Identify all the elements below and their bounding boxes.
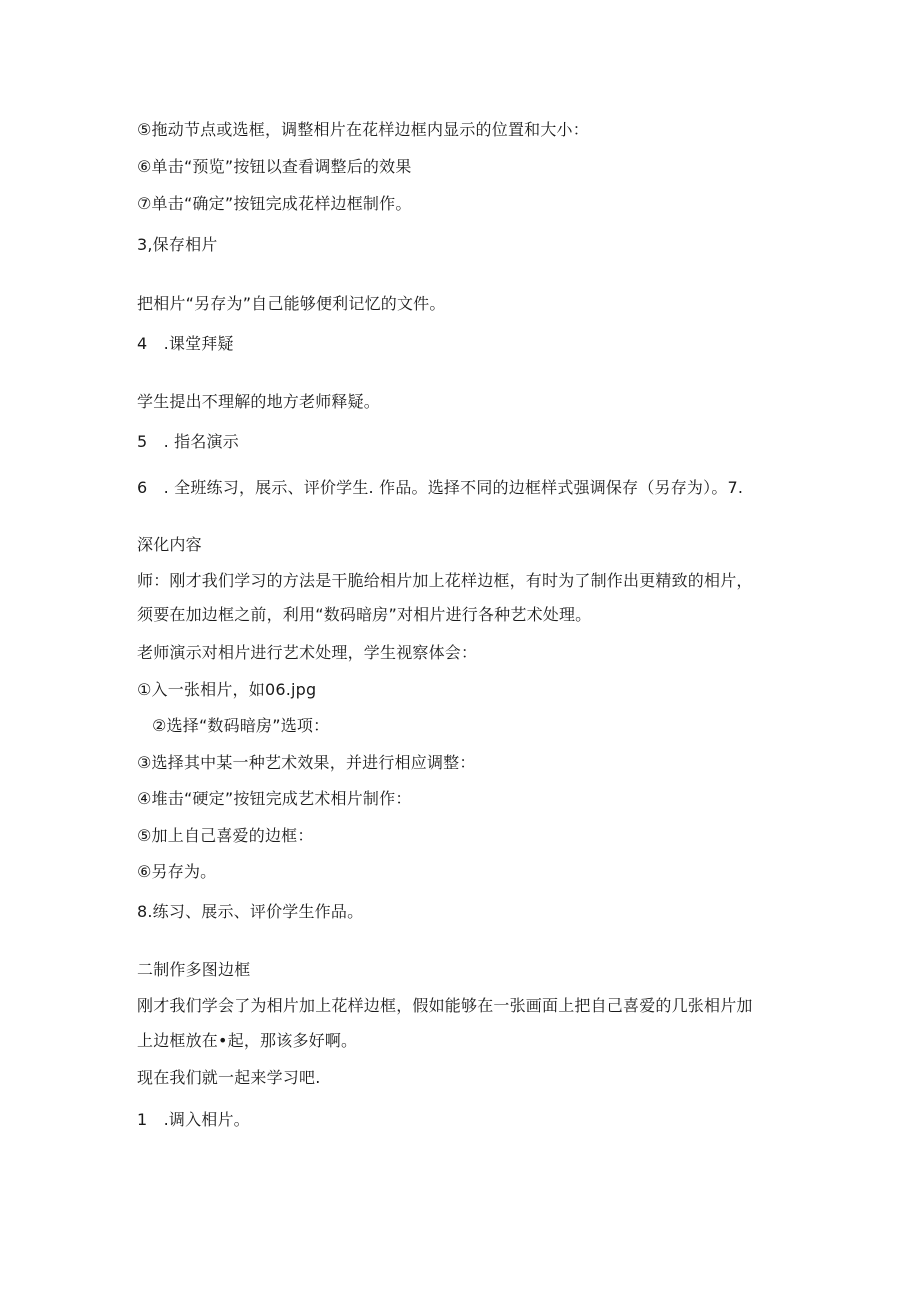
art-step-2: ②选择“数码暗房”选项： [152, 716, 330, 735]
art-step-4: ④堆击“硬定”按钮完成艺术相片制作： [137, 789, 412, 808]
art-step-3: ③选择其中某一种艺术效果，并进行相应调整： [137, 753, 476, 772]
art-step-6: ⑥另存为。 [137, 862, 217, 881]
section-3-save-photo: 3,保存相片 [137, 235, 218, 254]
save-as-paragraph: 把相片“另存为”自己能够便利记忆的文件。 [137, 294, 446, 313]
step-1-import-photos: 1 .调入相片。 [137, 1110, 250, 1129]
section-5-demo: 5 . 指名演示 [137, 432, 239, 451]
teacher-paragraph-line-1: 师：刚才我们学习的方法是干脆给相片加上花样边框，有时为了制作出更精致的相片， [137, 571, 753, 590]
art-step-5: ⑤加上自己喜爱的边框： [137, 826, 314, 845]
art-step-1: ①入一张相片，如06.jpg [137, 680, 317, 699]
deepen-content-heading: 深化内容 [137, 535, 202, 554]
section-4-questions: 4 .课堂拜疑 [137, 334, 234, 353]
step-5-drag-nodes: ⑤拖动节点或选框，调整相片在花样边框内显示的位置和大小： [137, 120, 589, 139]
multi-frame-heading: 二制作多图边框 [137, 960, 251, 979]
lets-learn-paragraph: 现在我们就一起来学习吧. [137, 1068, 321, 1087]
step-6-preview: ⑥单击“预览”按钮以查看调整后的效果 [137, 157, 412, 176]
step-7-confirm: ⑦单击“确定”按钮完成花样边框制作。 [137, 194, 412, 213]
teacher-paragraph-line-2: 须要在加边框之前，利用“数码暗房”对相片进行各种艺术处理。 [137, 605, 592, 624]
section-8-practice: 8.练习、展示、评价学生作品。 [137, 902, 364, 921]
section-6-practice: 6 . 全班练习，展示、评价学生. 作品。选择不同的边框样式强调保存（另存为）。7. [137, 478, 744, 497]
teacher-demo-paragraph: 老师演示对相片进行艺术处理，学生视察体会： [137, 643, 478, 662]
questions-paragraph: 学生提出不理解的地方老师释疑。 [137, 392, 381, 411]
multi-frame-paragraph-line-2: 上边框放在•起，那该多好啊。 [137, 1031, 358, 1050]
multi-frame-paragraph-line-1: 刚才我们学会了为相片加上花样边框，假如能够在一张画面上把自己喜爱的几张相片加 [137, 996, 753, 1015]
